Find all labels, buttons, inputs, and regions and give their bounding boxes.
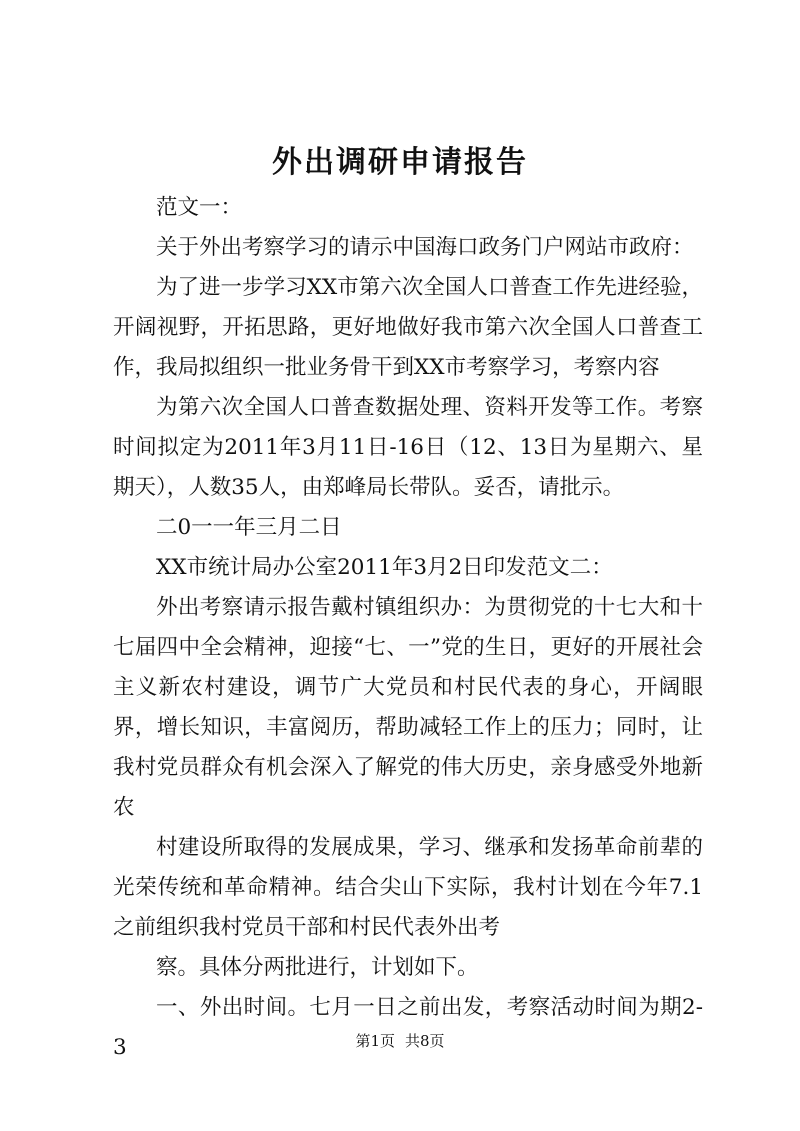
paragraph: 外出考察请示报告戴村镇组织办：为贯彻党的十七大和十七届四中全会精神，迎接“七、一”党的生日，更好的开展社会主义新农村建设，调节广大党员和村民代表的身心，开阔眼界，增长知识，丰富阅历，帮助减轻工作上的压力；同时，让我村党员群众有机会深入了解党的伟大历史，亲身感受外地新农 (113, 595, 703, 820)
paragraph: 察。具体分两批进行，计划如下。 (156, 955, 479, 980)
paragraph: XX市统计局办公室2011年3月2日印发范文二： (156, 555, 613, 580)
page-footer (0, 1031, 800, 1051)
paragraph: 二0一一年三月二日 (156, 515, 342, 540)
paragraph: 一、外出时间。七月一日之前出发，考察活动时间为期2-3 (113, 995, 703, 1060)
paragraph: 关于外出考察学习的请示中国海口政务门户网站市政府： (156, 235, 694, 260)
paragraph: 村建设所取得的发展成果，学习、继承和发扬革命前辈的光荣传统和革命精神。结合尖山下实际，我村计划在今年7.1之前组织我村党员干部和村民代表外出考 (113, 835, 703, 940)
paragraph: 范文一： (156, 195, 243, 220)
paragraph: 为了进一步学习XX市第六次全国人口普查工作先进经验，开阔视野，开拓思路，更好地做好我市第六次全国人口普查工作，我局拟组织一批业务骨干到XX市考察学习，考察内容 (113, 275, 703, 380)
document-body (113, 188, 703, 1068)
document-title: 外出调研申请报告 (272, 145, 528, 180)
paragraph: 为第六次全国人口普查数据处理、资料开发等工作。考察时间拟定为2011年3月11日-16日（12、13日为星期六、星期天），人数35人，由郑峰局长带队。妥否，请批示。 (113, 395, 703, 500)
page-total: 共8页 (405, 1032, 445, 1050)
page-number: 第1页 (355, 1032, 395, 1050)
